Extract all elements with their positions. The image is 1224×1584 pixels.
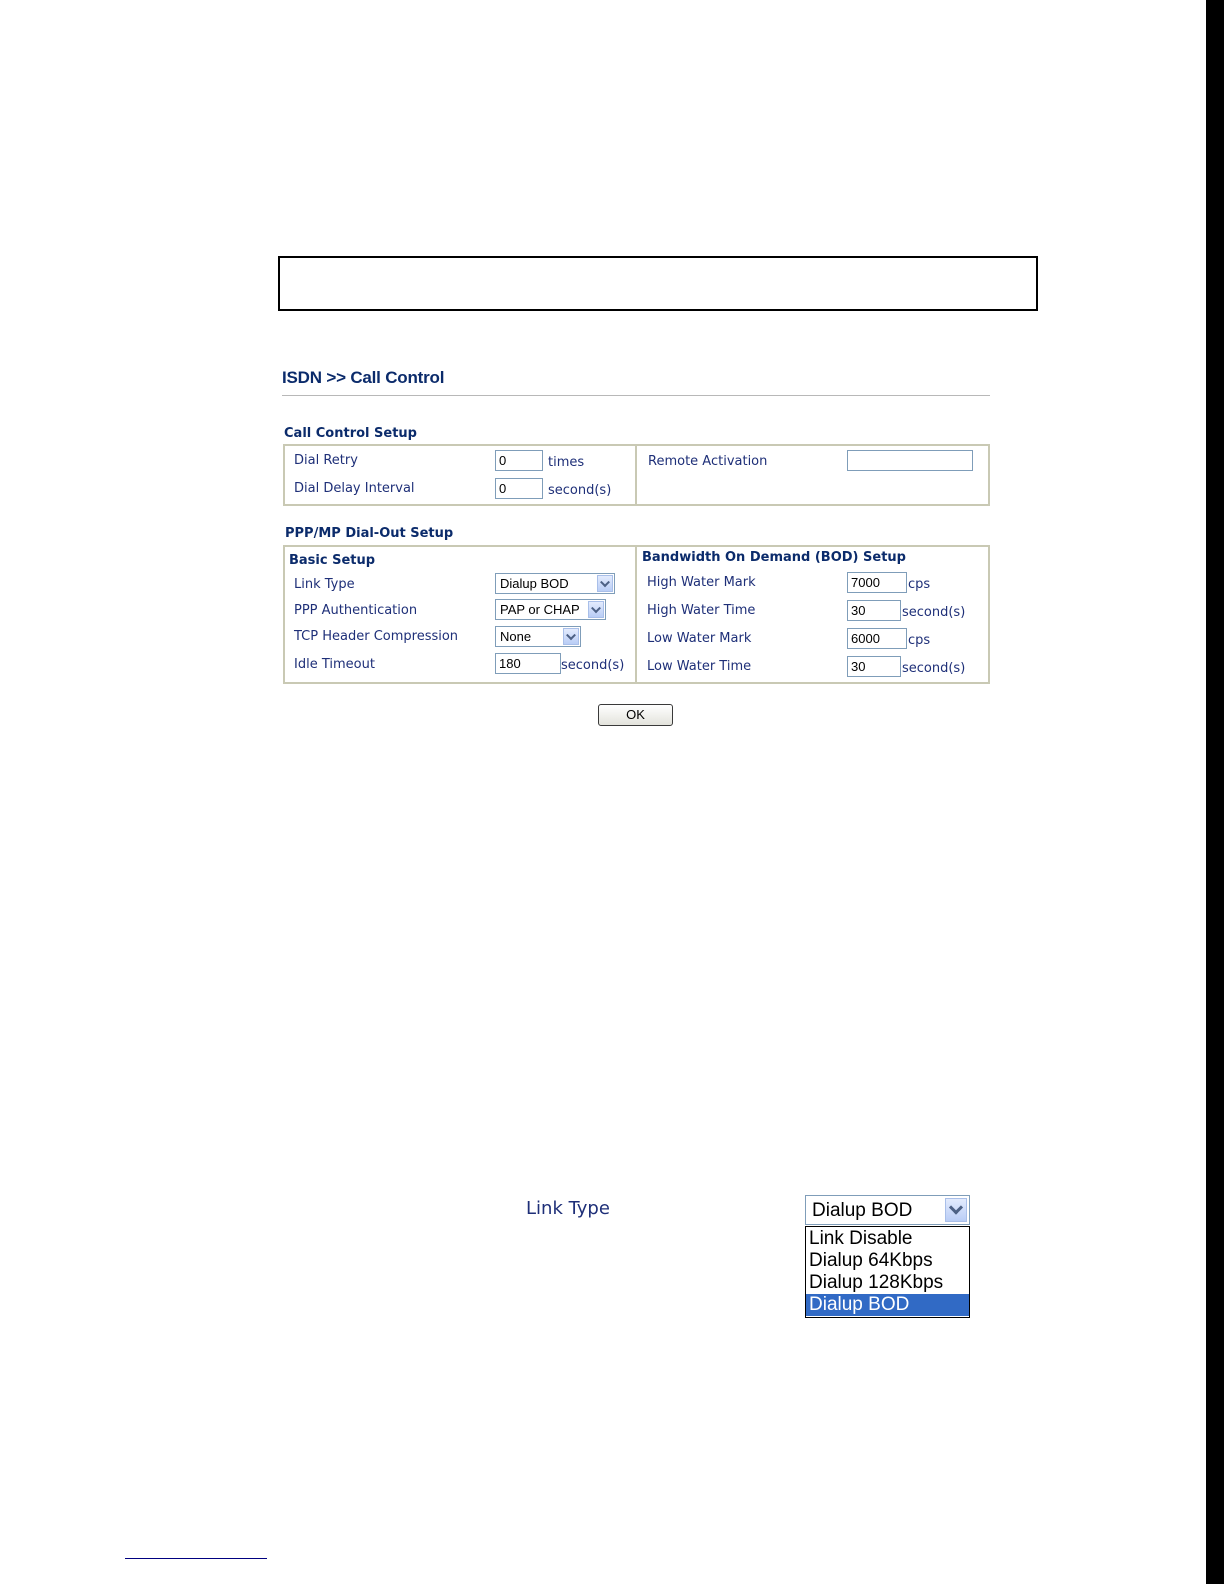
high-water-time-unit: second(s): [902, 605, 966, 620]
high-water-mark-input[interactable]: [847, 572, 907, 593]
basic-setup-title: Basic Setup: [289, 553, 376, 568]
link-type-dropdown-list: [805, 1226, 970, 1318]
footnote-rule: [125, 1558, 267, 1559]
idle-timeout-label: Idle Timeout: [294, 657, 375, 672]
low-water-time-unit: second(s): [902, 661, 966, 676]
remote-activation-input[interactable]: [847, 450, 973, 471]
link-type-zoom-select[interactable]: [805, 1195, 970, 1225]
low-water-time-label: Low Water Time: [647, 659, 752, 674]
high-water-time-label: High Water Time: [647, 603, 756, 618]
dial-delay-label: Dial Delay Interval: [294, 481, 415, 496]
chevron-down-icon[interactable]: [597, 575, 613, 592]
high-water-mark-label: High Water Mark: [647, 575, 756, 590]
chevron-down-icon[interactable]: [563, 628, 579, 645]
link-type-zoom-value: Dialup BOD: [812, 1200, 913, 1221]
dial-retry-label: Dial Retry: [294, 453, 358, 468]
call-control-section-title: Call Control Setup: [284, 426, 417, 441]
low-water-mark-unit: cps: [908, 633, 931, 648]
dial-out-section-title: PPP/MP Dial-Out Setup: [285, 526, 454, 541]
chevron-down-icon[interactable]: [945, 1198, 967, 1222]
link-type-select[interactable]: [495, 573, 615, 594]
ppp-auth-label: PPP Authentication: [294, 603, 418, 618]
dial-retry-input[interactable]: [495, 450, 543, 471]
idle-timeout-unit: second(s): [561, 658, 625, 673]
page-title: ISDN >> Call Control: [282, 368, 445, 387]
option-dialup-128kbps[interactable]: Dialup 128Kbps: [809, 1272, 944, 1293]
title-divider: [282, 395, 990, 396]
tcp-header-label: TCP Header Compression: [294, 629, 459, 644]
chevron-down-icon[interactable]: [588, 601, 604, 618]
panel-divider: [635, 444, 637, 506]
note-box: [278, 256, 1038, 311]
bod-setup-title: Bandwidth On Demand (BOD) Setup: [642, 550, 906, 565]
low-water-mark-input[interactable]: [847, 628, 907, 649]
option-link-disable[interactable]: Link Disable: [809, 1228, 913, 1249]
tcp-header-value: None: [500, 629, 532, 644]
option-dialup-64kbps[interactable]: Dialup 64Kbps: [809, 1250, 933, 1271]
link-type-zoom-label: Link Type: [526, 1198, 610, 1219]
link-type-label: Link Type: [294, 577, 355, 592]
panel-divider: [635, 545, 637, 684]
page-edge-bar: [1206, 0, 1224, 1584]
link-type-value: Dialup BOD: [500, 576, 569, 591]
low-water-mark-label: Low Water Mark: [647, 631, 752, 646]
option-dialup-bod[interactable]: Dialup BOD: [806, 1294, 969, 1316]
ppp-auth-value: PAP or CHAP: [500, 602, 580, 617]
high-water-time-input[interactable]: [847, 600, 901, 621]
tcp-header-select[interactable]: [495, 626, 581, 647]
low-water-time-input[interactable]: [847, 656, 901, 677]
high-water-mark-unit: cps: [908, 577, 931, 592]
ppp-auth-select[interactable]: [495, 599, 606, 620]
ok-button[interactable]: OK: [598, 704, 673, 726]
remote-activation-label: Remote Activation: [648, 454, 768, 469]
dial-retry-unit: times: [548, 455, 585, 470]
idle-timeout-input[interactable]: [495, 653, 561, 674]
dial-delay-input[interactable]: [495, 478, 543, 499]
dial-delay-unit: second(s): [548, 483, 612, 498]
